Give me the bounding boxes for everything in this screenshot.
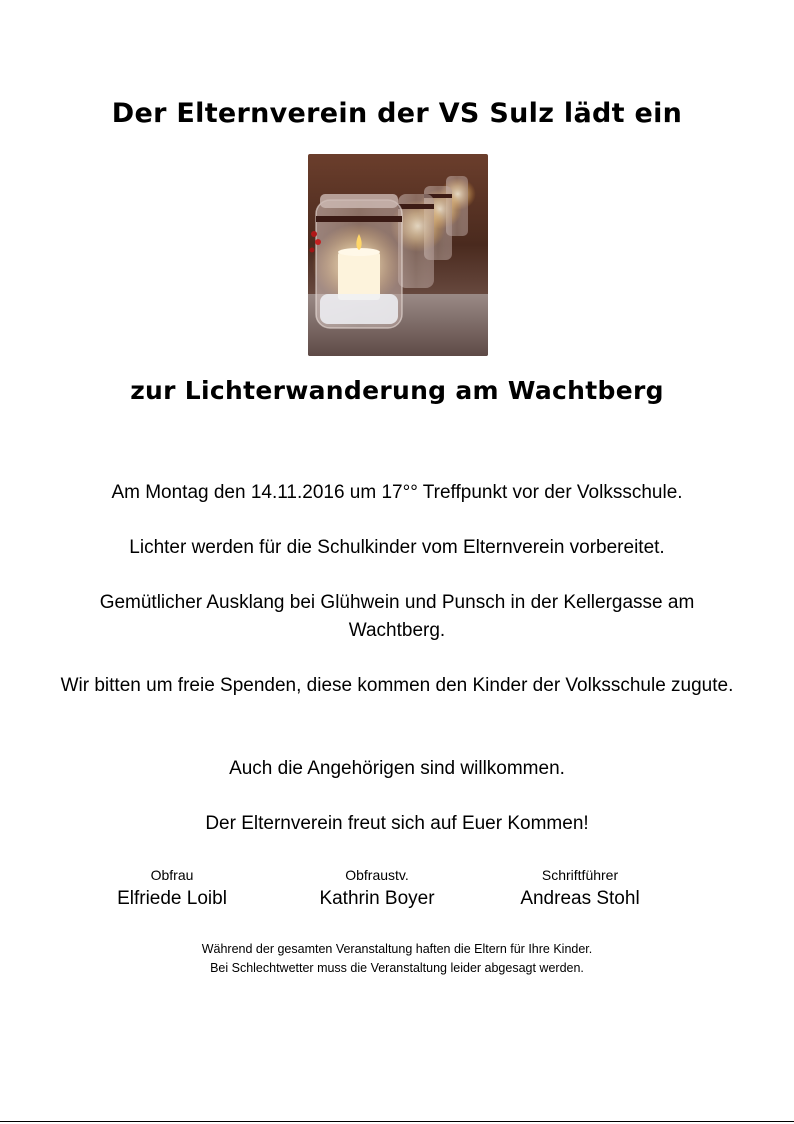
note-bad-weather: Bei Schlechtwetter muss die Veranstaltung leider abgesagt werden. <box>210 961 584 975</box>
event-subtitle: zur Lichterwanderung am Wachtberg <box>130 376 664 405</box>
paragraph-relatives-welcome: Auch die Angehörigen sind willkommen. <box>229 758 565 779</box>
paragraph-closing-greeting: Der Elternverein freut sich auf Euer Kommen! <box>205 813 589 834</box>
signature-role: Obfraustv. <box>345 867 409 883</box>
paragraph-donations: Wir bitten um freie Spenden, diese kommen den Kinder der Volksschule zugute. <box>60 675 734 696</box>
page-bottom-rule <box>0 1121 794 1122</box>
paragraph-closing-gathering: Gemütlicher Ausklang bei Glühwein und Punsch in der Kellergasse am Wachtberg. <box>99 592 695 641</box>
signature-name: Elfriede Loibl <box>117 888 227 909</box>
signature-role: Obfrau <box>150 867 194 883</box>
page-title: Der Elternverein der VS Sulz lädt ein <box>111 98 683 129</box>
note-liability: Während der gesamten Veranstaltung haften die Eltern für Ihre Kinder. <box>201 942 593 956</box>
signature-name: Kathrin Boyer <box>319 888 435 909</box>
paragraph-date-meeting-point: Am Montag den 14.11.2016 um 17°° Treffpunkt vor der Volksschule. <box>111 482 683 503</box>
signature-name: Andreas Stohl <box>520 888 640 909</box>
signature-secretary <box>480 866 680 912</box>
signature-deputy-chairwoman <box>277 866 477 912</box>
paragraph-lights-prepared: Lichter werden für die Schulkinder vom Elternverein vorbereitet. <box>129 537 665 558</box>
signature-chairwoman <box>72 866 272 912</box>
signature-role: Schriftführer <box>541 867 619 883</box>
candle-jars-photo <box>308 154 488 356</box>
